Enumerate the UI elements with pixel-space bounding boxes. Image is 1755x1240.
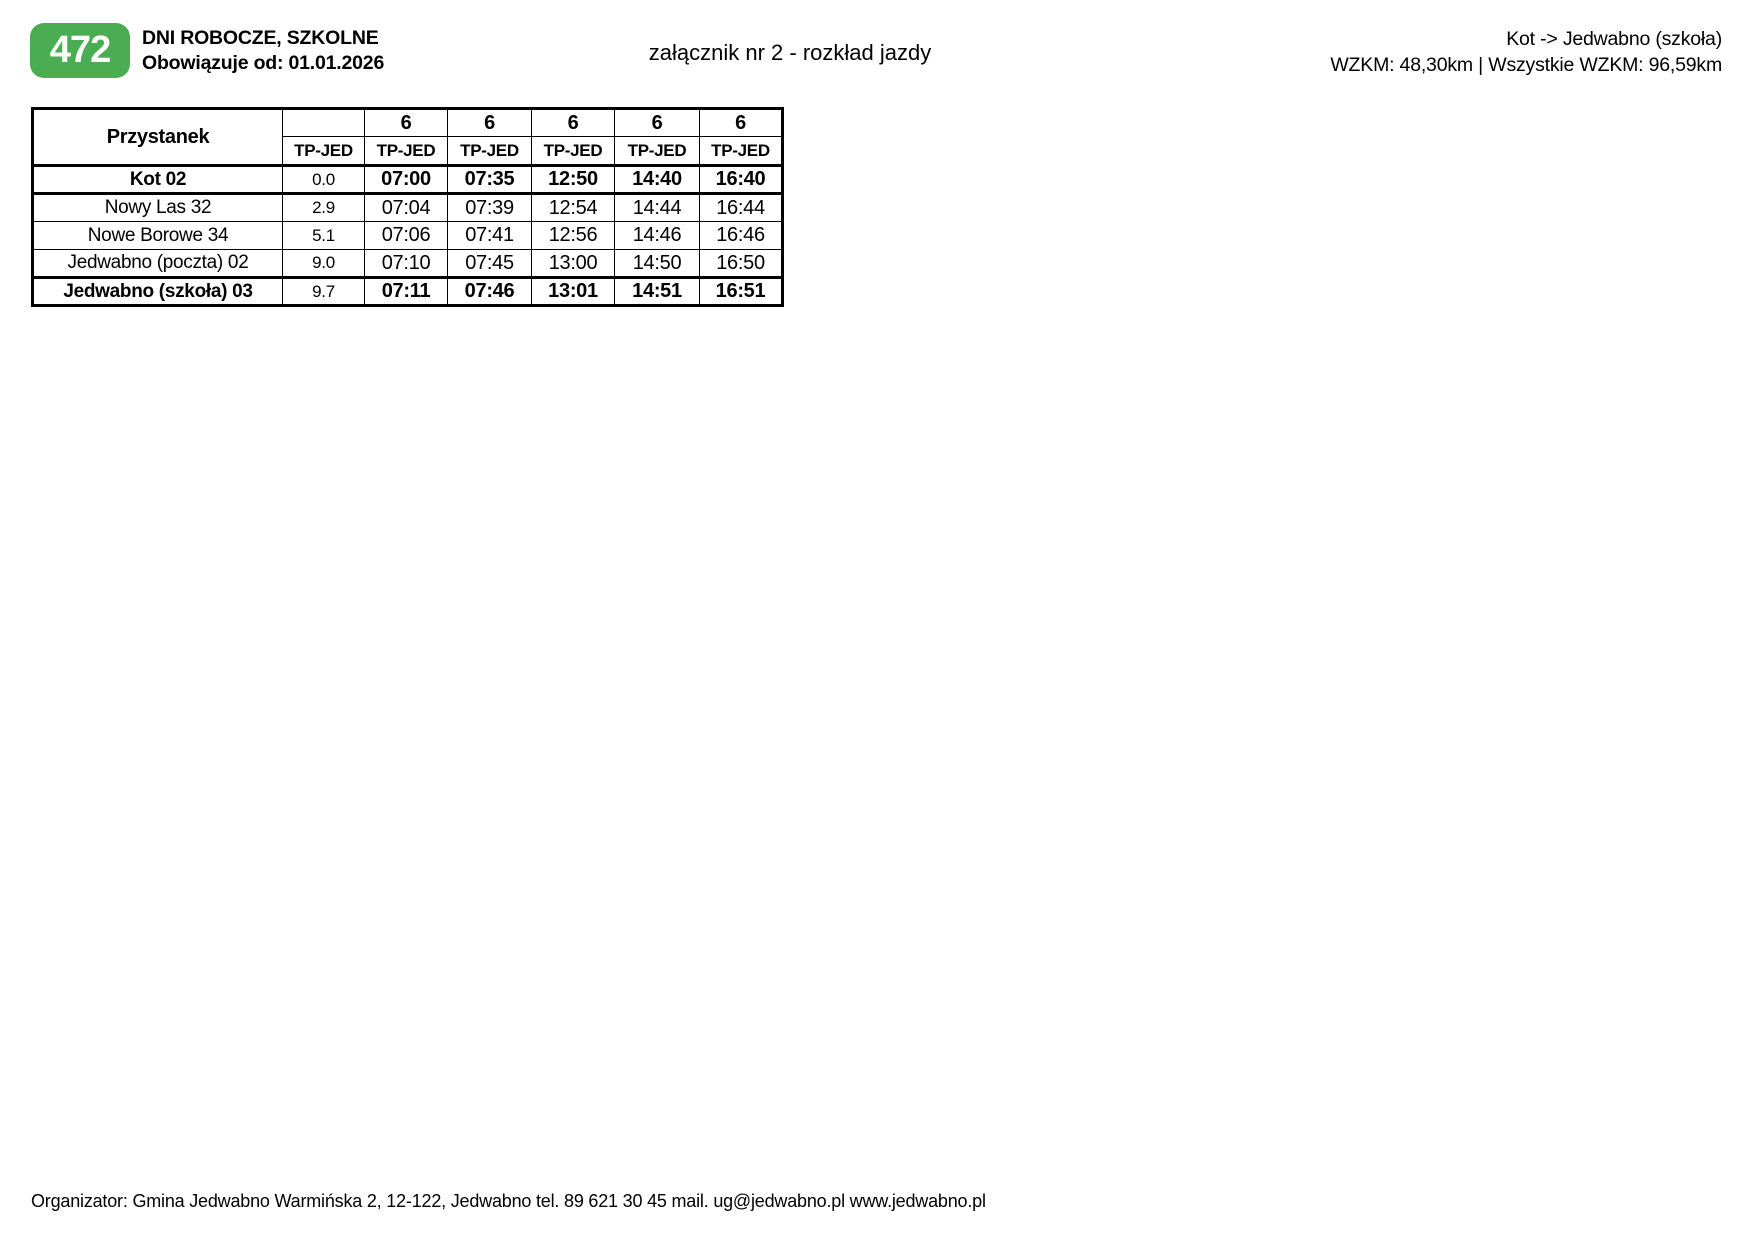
stop-header-cell: Przystanek xyxy=(33,109,283,166)
time-cell: 16:40 xyxy=(700,166,783,194)
header-right-block xyxy=(1330,26,1722,78)
time-cell: 07:10 xyxy=(365,250,448,278)
time-cell: 07:35 xyxy=(448,166,532,194)
time-cell: 07:11 xyxy=(365,278,448,306)
distance-label: WZKM: 48,30km | Wszystkie WZKM: 96,59km xyxy=(1330,54,1722,76)
organizer-footer: Organizator: Gmina Jedwabno Warmińska 2, 12-122, Jedwabno tel. 89 621 30 45 mail. ug@jedwabno.pl www.jedwabno.pl xyxy=(31,1191,986,1211)
time-cell: 12:50 xyxy=(532,166,615,194)
attachment-title: załącznik nr 2 - rozkład jazdy xyxy=(648,40,932,65)
time-cell: 14:40 xyxy=(615,166,700,194)
carrier-cell: TP-JED xyxy=(448,137,532,166)
stop-name-cell: Nowy Las 32 xyxy=(33,194,283,222)
table-row xyxy=(33,222,783,250)
time-cell: 12:54 xyxy=(532,194,615,222)
stop-name-cell: Kot 02 xyxy=(33,166,283,194)
time-cell: 07:06 xyxy=(365,222,448,250)
service-symbol-cell: 6 xyxy=(365,109,448,137)
time-cell: 07:41 xyxy=(448,222,532,250)
time-cell: 13:01 xyxy=(532,278,615,306)
table-row xyxy=(33,250,783,278)
time-cell: 14:51 xyxy=(615,278,700,306)
route-number: 472 xyxy=(49,29,111,71)
carrier-cell: TP-JED xyxy=(365,137,448,166)
carrier-cell: TP-JED xyxy=(532,137,615,166)
km-cell: 9.0 xyxy=(283,250,365,278)
time-cell: 14:46 xyxy=(615,222,700,250)
valid-from-label: Obowiązuje od: 01.01.2026 xyxy=(142,52,385,74)
time-cell: 07:39 xyxy=(448,194,532,222)
header-left-block xyxy=(142,26,384,76)
km-cell: 5.1 xyxy=(283,222,365,250)
service-symbol-cell: 6 xyxy=(700,109,783,137)
km-cell: 0.0 xyxy=(283,166,365,194)
time-cell: 14:50 xyxy=(615,250,700,278)
km-cell: 9.7 xyxy=(283,278,365,306)
time-cell: 12:56 xyxy=(532,222,615,250)
stop-name-cell: Jedwabno (poczta) 02 xyxy=(33,250,283,278)
carrier-cell: TP-JED xyxy=(700,137,783,166)
table-row xyxy=(33,194,783,222)
service-symbol-cell: 6 xyxy=(532,109,615,137)
table-row xyxy=(33,166,783,194)
stop-name-cell: Jedwabno (szkoła) 03 xyxy=(33,278,283,306)
time-cell: 16:44 xyxy=(700,194,783,222)
time-cell: 16:50 xyxy=(700,250,783,278)
time-cell: 07:04 xyxy=(365,194,448,222)
timetable xyxy=(31,107,784,307)
carrier-cell: TP-JED xyxy=(283,137,365,166)
time-cell: 07:46 xyxy=(448,278,532,306)
service-symbol-cell: 6 xyxy=(448,109,532,137)
time-cell: 13:00 xyxy=(532,250,615,278)
carrier-cell: TP-JED xyxy=(615,137,700,166)
km-cell: 2.9 xyxy=(283,194,365,222)
km-column-spacer-cell xyxy=(283,109,365,137)
direction-label: Kot -> Jedwabno (szkoła) xyxy=(1506,28,1722,50)
service-symbol-cell: 6 xyxy=(615,109,700,137)
time-cell: 16:46 xyxy=(700,222,783,250)
time-cell: 07:00 xyxy=(365,166,448,194)
time-cell: 14:44 xyxy=(615,194,700,222)
time-cell: 07:45 xyxy=(448,250,532,278)
route-badge xyxy=(30,23,130,78)
service-days-label: DNI ROBOCZE, SZKOLNE xyxy=(142,27,379,49)
service-symbol-row xyxy=(33,109,783,137)
table-row xyxy=(33,278,783,306)
timetable-body xyxy=(33,166,783,306)
time-cell: 16:51 xyxy=(700,278,783,306)
stop-name-cell: Nowe Borowe 34 xyxy=(33,222,283,250)
